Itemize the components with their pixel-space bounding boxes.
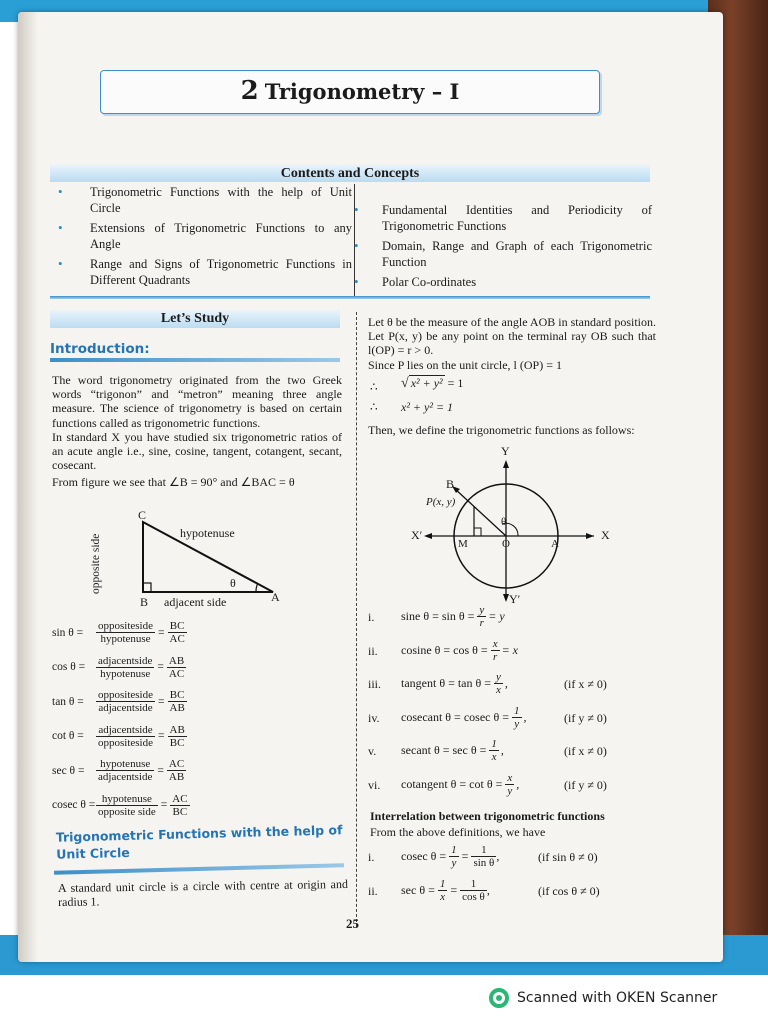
fraction: $\frac{\text{adjacentside}}{\text{hypotenuse}}$ bbox=[98, 654, 153, 680]
scanner-watermark bbox=[517, 990, 717, 1006]
label-m: M bbox=[458, 538, 468, 550]
fraction: $\frac{y}{r}$ bbox=[479, 604, 485, 629]
contents-left-column bbox=[50, 184, 352, 292]
lets-study-heading: Let’s Study bbox=[50, 310, 340, 328]
fraction: $\frac{1}{x}$ bbox=[439, 878, 446, 903]
contents-item: • Range and Signs of Trigonometric Functions in Different Quadrants bbox=[58, 256, 352, 287]
ratio-row: cosec θ = $\frac{\text{hypotenuse}}{\text{opposite side}}$ = $\frac{AC}{BC}$ bbox=[52, 792, 188, 818]
terminal-ray bbox=[454, 488, 506, 536]
fraction: $\frac{AB}{AC}$ bbox=[168, 654, 185, 680]
fraction: $\frac{1}{y}$ bbox=[451, 844, 457, 869]
y-arrow-icon bbox=[503, 460, 509, 468]
right-paragraph-1: Let θ be the measure of the angle AOB in standard position. Let P(x, y) be any point on the terminal ray OB such that l(OP) = r > 0. bbox=[368, 315, 656, 358]
introduction-heading: Introduction: bbox=[50, 341, 150, 357]
definition-row: v. secant θ = sec θ = $\frac{1}{x}$ , (if x ≠ 0) bbox=[368, 738, 607, 763]
unit-circle-rule bbox=[54, 863, 344, 875]
ratio-row: sec θ = $\frac{\text{hypotenuse}}{\text{adjacentside}}$ = $\frac{AC}{AB}$ bbox=[52, 758, 185, 783]
contents-item: • Domain, Range and Graph of each Trigonometric Function bbox=[354, 238, 652, 269]
fraction: $\frac{1}{\text{cos θ}}$ bbox=[462, 878, 485, 903]
right-angle-mark-m bbox=[474, 528, 481, 536]
ratio-row: tan θ = $\frac{\text{oppositeside}}{\text{adjacentside}}$ = $\frac{BC}{AB}$ bbox=[52, 689, 185, 714]
definition-row: iv. cosecant θ = cosec θ = $\frac{1}{y}$ , (if y ≠ 0) bbox=[368, 704, 607, 730]
intro-paragraph-1: The word trigonometry originated from the two Greek words “trigonon” and “metron” meaning three angle measure. The science of trigonometry is based on certain functions called as trigonometric functions. bbox=[52, 373, 342, 430]
bullet-icon: • bbox=[58, 220, 63, 235]
definition-row: vi. cotangent θ = cot θ = $\frac{x}{y}$ , (if y ≠ 0) bbox=[368, 771, 607, 797]
label-y-prime: Y′ bbox=[509, 592, 521, 606]
column-divider bbox=[356, 312, 357, 927]
ratio-row: cos θ = $\frac{\text{adjacentside}}{\text{hypotenuse}}$ = $\frac{AB}{AC}$ bbox=[52, 654, 185, 680]
adjacent-side-label: adjacent side bbox=[164, 595, 227, 609]
contents-item: • Polar Co-ordinates bbox=[354, 274, 477, 289]
right-angle-mark bbox=[143, 583, 151, 592]
bullet-icon: • bbox=[58, 184, 63, 199]
fraction: $\frac{x}{y}$ bbox=[507, 771, 513, 797]
chapter-title: Trigonometry – I bbox=[264, 79, 460, 104]
fraction: $\frac{BC}{AB}$ bbox=[169, 689, 185, 714]
vertex-label-c: C bbox=[138, 508, 147, 522]
page-number: 25 bbox=[346, 916, 359, 931]
opposite-side-label: opposite side bbox=[90, 533, 102, 594]
intro-paragraph-3: From figure we see that ∠B = 90° and ∠BAC = θ bbox=[52, 475, 295, 490]
fraction: $\frac{AC}{BC}$ bbox=[172, 792, 188, 818]
vertex-label-b: B bbox=[140, 595, 149, 609]
sqrt-sign: √ bbox=[401, 376, 409, 391]
fraction: $\frac{x}{r}$ bbox=[492, 637, 498, 663]
bullet-icon: • bbox=[354, 238, 359, 253]
interrelation-heading: Interrelation between trigonometric functions bbox=[370, 809, 605, 823]
angle-arc bbox=[256, 583, 258, 592]
x-arrow-icon bbox=[586, 533, 594, 539]
interrelation-row: i. cosec θ = $\frac{1}{y}$ = $\frac{1}{\text{sin θ}}$ , (if sin θ ≠ 0) bbox=[368, 844, 598, 869]
fraction: $\frac{\text{oppositeside}}{\text{adjacentside}}$ bbox=[98, 689, 153, 714]
book-page bbox=[18, 12, 723, 962]
interrelation-intro: From the above definitions, we have bbox=[370, 825, 546, 839]
fraction: $\frac{\text{oppositeside}}{\text{hypotenuse}}$ bbox=[98, 620, 153, 645]
therefore-sign-1: ∴ bbox=[370, 380, 378, 394]
label-x-prime: X′ bbox=[411, 528, 423, 542]
bullet-icon: • bbox=[58, 256, 63, 271]
label-y: Y bbox=[501, 444, 510, 458]
right-paragraph-3: Then, we define the trigonometric functions as follows: bbox=[368, 423, 635, 437]
interrelation-row: ii. sec θ = $\frac{1}{x}$ = $\frac{1}{\text{cos θ}}$ , (if cos θ ≠ 0) bbox=[368, 878, 600, 903]
unit-circle-heading: Trigonometric Functions with the help of Unit Circle bbox=[55, 822, 343, 862]
introduction-rule bbox=[50, 358, 340, 362]
label-o: O bbox=[502, 538, 510, 550]
ratio-row: sin θ = $\frac{\text{oppositeside}}{\text{hypotenuse}}$ = $\frac{BC}{AC}$ bbox=[52, 620, 185, 645]
contents-heading: Contents and Concepts bbox=[50, 165, 650, 182]
scanner-text: Scanned with OKEN Scanner bbox=[517, 990, 718, 1006]
interrelation-list bbox=[368, 844, 668, 914]
definition-row: ii. cosine θ = cos θ = $\frac{x}{r}$ = x bbox=[368, 637, 519, 663]
fraction: $\frac{1}{x}$ bbox=[491, 738, 497, 763]
bullet-icon: • bbox=[354, 202, 359, 217]
label-theta: θ bbox=[501, 516, 507, 528]
right-paragraph-2: Since P lies on the unit circle, l (OP) = 1 bbox=[368, 357, 562, 372]
fraction: $\frac{1}{y}$ bbox=[514, 704, 520, 730]
ratio-row: cot θ = $\frac{\text{adjacentside}}{\text{oppositeside}}$ = $\frac{AB}{BC}$ bbox=[52, 723, 185, 749]
fraction: $\frac{y}{x}$ bbox=[496, 671, 501, 696]
bullet-icon: • bbox=[354, 274, 359, 289]
right-column-text bbox=[368, 315, 656, 372]
therefore-sign-2: ∴ bbox=[370, 400, 378, 414]
fraction: $\frac{AB}{BC}$ bbox=[169, 723, 185, 749]
x-prime-arrow-icon bbox=[424, 533, 432, 539]
contents-bottom-rule bbox=[50, 296, 650, 299]
label-p: P(x, y) bbox=[426, 496, 456, 508]
intro-paragraph-2: In standard X you have studied six trigonometric ratios of an acute angle i.e., sine, cosine, tangent, cotangent, secant, cosecant. bbox=[52, 429, 342, 473]
label-x: X bbox=[601, 528, 610, 542]
sqrt-content: x² + y² bbox=[410, 376, 443, 390]
theta-label: θ bbox=[230, 576, 236, 590]
unit-circle-text: A standard unit circle is a circle with centre at origin and radius 1. bbox=[57, 876, 348, 910]
fraction: $\frac{\text{hypotenuse}}{\text{adjacentside}}$ bbox=[98, 758, 153, 783]
definition-list bbox=[368, 604, 668, 804]
fraction: $\frac{BC}{AC}$ bbox=[169, 620, 185, 645]
contents-item: • Trigonometric Functions with the help of Unit Circle bbox=[58, 184, 352, 215]
contents-right-column bbox=[354, 184, 652, 294]
equation-1: √ x² + y² = 1 bbox=[401, 376, 464, 391]
equation-2: x² + y² = 1 bbox=[401, 400, 454, 414]
contents-item: • Fundamental Identities and Periodicity of Trigonometric Functions bbox=[354, 202, 652, 233]
definition-row: iii. tangent θ = tan θ = $\frac{y}{x}$ , (if x ≠ 0) bbox=[368, 671, 607, 696]
chapter-number: 2 bbox=[240, 76, 259, 106]
fraction: $\frac{\text{adjacentside}}{\text{oppositeside}}$ bbox=[98, 723, 153, 749]
page-spine-shadow bbox=[18, 12, 38, 962]
vertex-label-a: A bbox=[271, 590, 280, 604]
label-a: A bbox=[551, 538, 559, 550]
fraction: $\frac{\text{hypotenuse}}{\text{opposite side}}$ bbox=[98, 792, 156, 818]
oken-logo-icon bbox=[489, 988, 509, 1008]
contents-table bbox=[50, 184, 650, 296]
chapter-title-box bbox=[100, 70, 600, 114]
introduction-text bbox=[52, 373, 342, 490]
fraction: $\frac{1}{\text{sin θ}}$ bbox=[473, 844, 495, 869]
label-b: B bbox=[446, 477, 455, 491]
definition-row: i. sine θ = sin θ = $\frac{y}{r}$ = y bbox=[368, 604, 505, 629]
ratio-list bbox=[52, 620, 352, 827]
hypotenuse-label: hypotenuse bbox=[180, 526, 235, 540]
contents-item: • Extensions of Trigonometric Functions to any Angle bbox=[58, 220, 352, 251]
fraction: $\frac{AC}{AB}$ bbox=[168, 758, 185, 783]
